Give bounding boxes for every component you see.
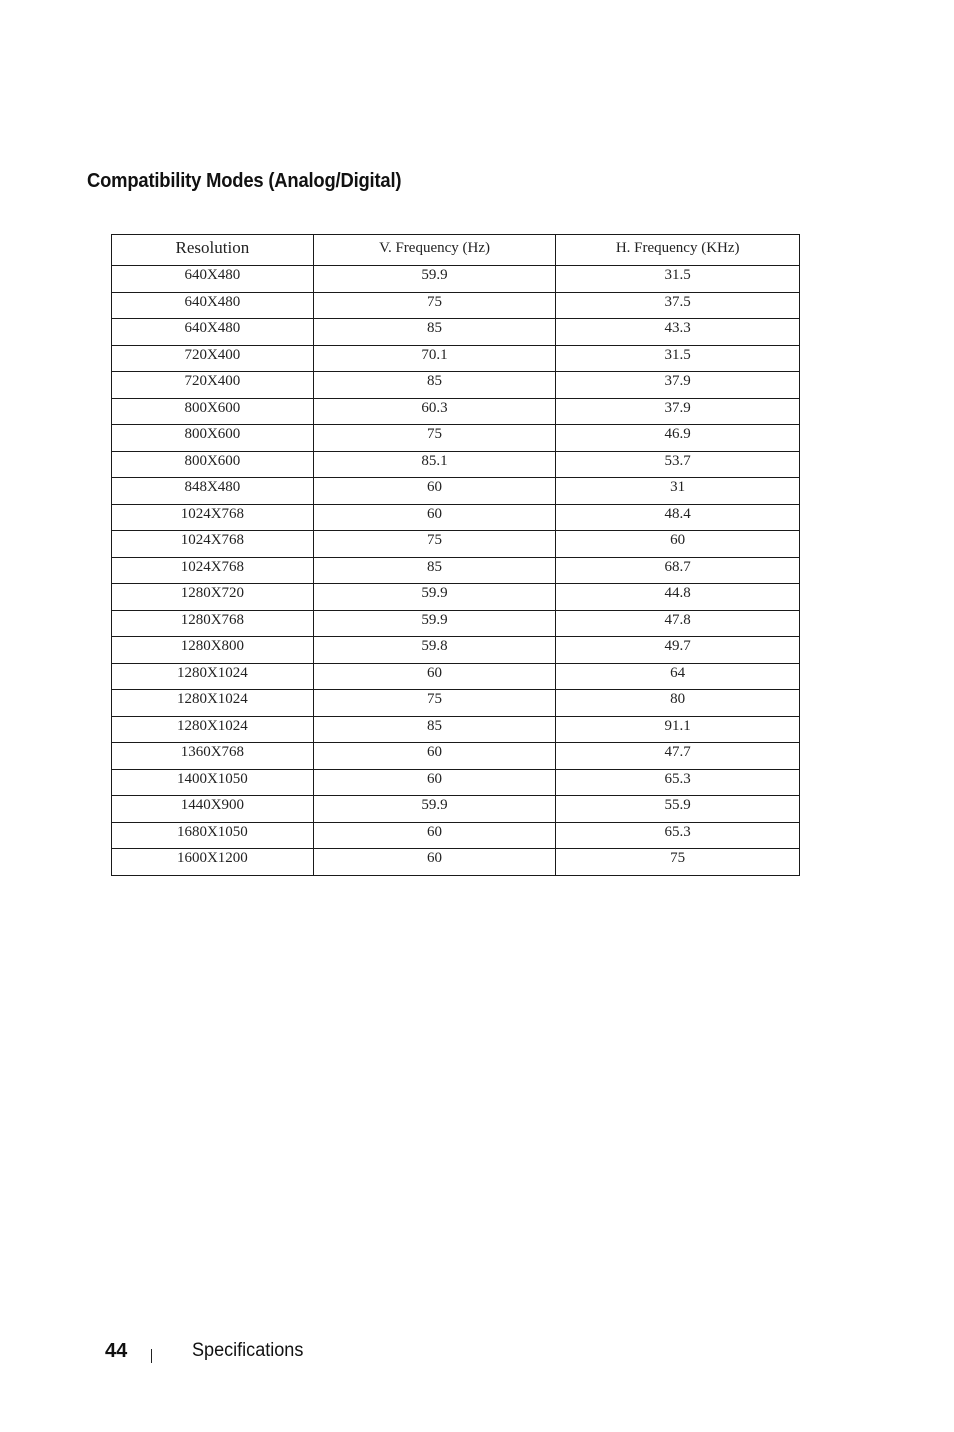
cell-v-frequency: 70.1 — [313, 345, 556, 372]
cell-h-frequency: 65.3 — [556, 822, 800, 849]
cell-v-frequency: 59.9 — [313, 584, 556, 611]
cell-h-frequency: 55.9 — [556, 796, 800, 823]
cell-resolution: 800X600 — [112, 425, 314, 452]
cell-h-frequency: 37.5 — [556, 292, 800, 319]
section-title: Compatibility Modes (Analog/Digital) — [87, 170, 402, 192]
cell-h-frequency: 47.7 — [556, 743, 800, 770]
table-row — [112, 319, 800, 346]
table-header — [112, 235, 800, 266]
footer-section-name: Specifications — [192, 1340, 304, 1361]
cell-h-frequency: 47.8 — [556, 610, 800, 637]
cell-h-frequency: 80 — [556, 690, 800, 717]
table-row — [112, 610, 800, 637]
table-row — [112, 769, 800, 796]
cell-v-frequency: 85 — [313, 319, 556, 346]
table-row — [112, 478, 800, 505]
cell-h-frequency: 43.3 — [556, 319, 800, 346]
header-h-frequency: H. Frequency (KHz) — [556, 235, 800, 266]
cell-h-frequency: 60 — [556, 531, 800, 558]
cell-v-frequency: 60 — [313, 504, 556, 531]
cell-resolution: 1024X768 — [112, 504, 314, 531]
cell-resolution: 720X400 — [112, 345, 314, 372]
table-row — [112, 584, 800, 611]
page-number: 44 — [105, 1340, 128, 1362]
table-row — [112, 557, 800, 584]
cell-h-frequency: 68.7 — [556, 557, 800, 584]
cell-h-frequency: 44.8 — [556, 584, 800, 611]
cell-h-frequency: 64 — [556, 663, 800, 690]
table-row — [112, 637, 800, 664]
cell-h-frequency: 53.7 — [556, 451, 800, 478]
table-row — [112, 663, 800, 690]
cell-v-frequency: 60 — [313, 743, 556, 770]
cell-resolution: 800X600 — [112, 451, 314, 478]
header-resolution: Resolution — [112, 235, 314, 266]
table-row — [112, 690, 800, 717]
cell-resolution: 1280X1024 — [112, 663, 314, 690]
cell-v-frequency: 60 — [313, 769, 556, 796]
cell-v-frequency: 60 — [313, 478, 556, 505]
cell-h-frequency: 46.9 — [556, 425, 800, 452]
table-row — [112, 345, 800, 372]
cell-resolution: 640X480 — [112, 266, 314, 293]
table-header-row — [112, 235, 800, 266]
cell-v-frequency: 59.9 — [313, 266, 556, 293]
cell-h-frequency: 37.9 — [556, 372, 800, 399]
cell-v-frequency: 60 — [313, 849, 556, 876]
cell-v-frequency: 85 — [313, 372, 556, 399]
cell-v-frequency: 85 — [313, 716, 556, 743]
table-row — [112, 372, 800, 399]
footer-divider — [151, 1349, 152, 1363]
cell-resolution: 640X480 — [112, 292, 314, 319]
table-row — [112, 425, 800, 452]
cell-h-frequency: 31.5 — [556, 345, 800, 372]
cell-v-frequency: 85 — [313, 557, 556, 584]
table-row — [112, 531, 800, 558]
cell-h-frequency: 31.5 — [556, 266, 800, 293]
table-row — [112, 292, 800, 319]
cell-resolution: 1680X1050 — [112, 822, 314, 849]
cell-v-frequency: 59.8 — [313, 637, 556, 664]
cell-resolution: 848X480 — [112, 478, 314, 505]
table-row — [112, 266, 800, 293]
cell-v-frequency: 75 — [313, 531, 556, 558]
cell-resolution: 1360X768 — [112, 743, 314, 770]
table-row — [112, 398, 800, 425]
cell-resolution: 800X600 — [112, 398, 314, 425]
cell-resolution: 1400X1050 — [112, 769, 314, 796]
cell-v-frequency: 59.9 — [313, 796, 556, 823]
cell-resolution: 1280X720 — [112, 584, 314, 611]
table-row — [112, 796, 800, 823]
cell-v-frequency: 59.9 — [313, 610, 556, 637]
cell-h-frequency: 91.1 — [556, 716, 800, 743]
cell-v-frequency: 75 — [313, 292, 556, 319]
cell-h-frequency: 37.9 — [556, 398, 800, 425]
cell-resolution: 1280X1024 — [112, 690, 314, 717]
compatibility-modes-table — [111, 234, 800, 876]
cell-resolution: 640X480 — [112, 319, 314, 346]
cell-resolution: 1280X768 — [112, 610, 314, 637]
cell-h-frequency: 75 — [556, 849, 800, 876]
cell-h-frequency: 31 — [556, 478, 800, 505]
cell-resolution: 1600X1200 — [112, 849, 314, 876]
cell-v-frequency: 85.1 — [313, 451, 556, 478]
table-row — [112, 849, 800, 876]
table-row — [112, 716, 800, 743]
cell-v-frequency: 60 — [313, 663, 556, 690]
cell-v-frequency: 75 — [313, 425, 556, 452]
cell-v-frequency: 75 — [313, 690, 556, 717]
table-row — [112, 504, 800, 531]
table-body — [112, 266, 800, 876]
cell-v-frequency: 60 — [313, 822, 556, 849]
cell-h-frequency: 49.7 — [556, 637, 800, 664]
cell-v-frequency: 60.3 — [313, 398, 556, 425]
cell-resolution: 1280X800 — [112, 637, 314, 664]
cell-resolution: 1280X1024 — [112, 716, 314, 743]
cell-resolution: 1440X900 — [112, 796, 314, 823]
table-row — [112, 451, 800, 478]
cell-resolution: 1024X768 — [112, 531, 314, 558]
table-row — [112, 822, 800, 849]
cell-resolution: 1024X768 — [112, 557, 314, 584]
cell-h-frequency: 65.3 — [556, 769, 800, 796]
cell-h-frequency: 48.4 — [556, 504, 800, 531]
header-v-frequency: V. Frequency (Hz) — [313, 235, 556, 266]
cell-resolution: 720X400 — [112, 372, 314, 399]
table-row — [112, 743, 800, 770]
